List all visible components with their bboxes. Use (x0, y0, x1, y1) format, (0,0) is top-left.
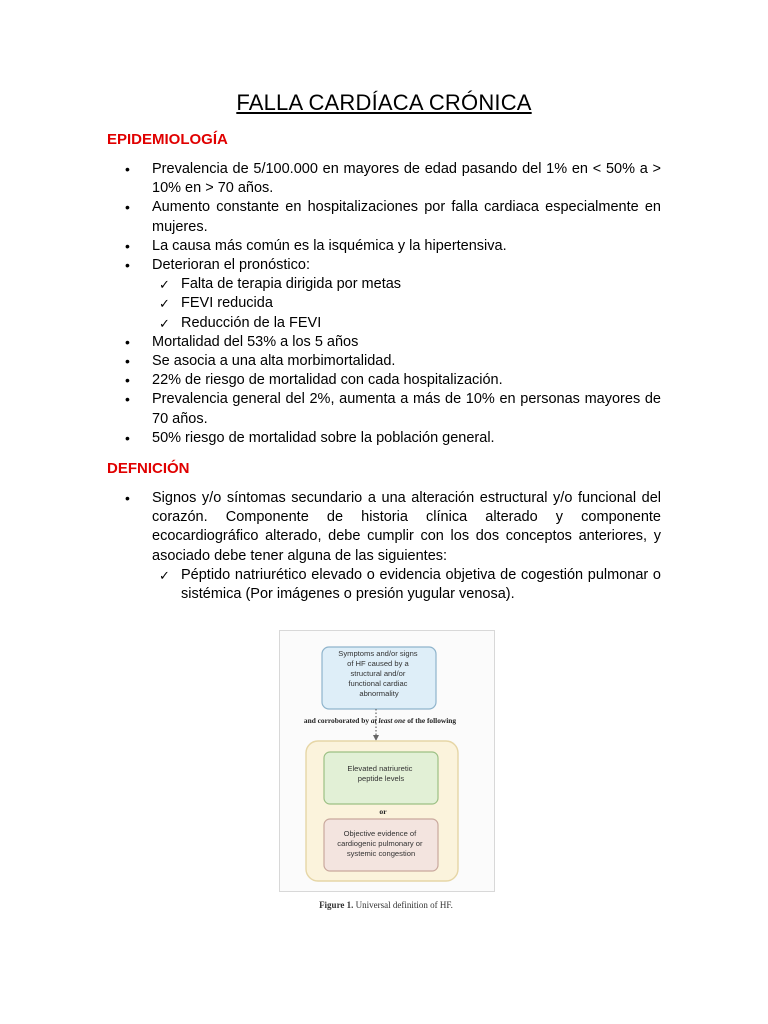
list-item: • 50% riesgo de mortalidad sobre la población general. (107, 429, 661, 448)
figure-caption: Figure 1. Universal definition of HF. (319, 900, 453, 910)
bullet-icon: • (125, 161, 130, 177)
sub-list-item: ✓ Péptido natriurético elevado o evidencia objetiva de cogestión pulmonar o sistémica (Por imágenes o presión yugular venosa). (159, 566, 661, 603)
bullet-icon: • (125, 372, 130, 389)
sub-list-item: ✓ FEVI reducida (107, 294, 661, 313)
symptoms-box-text: Symptoms and/or signs of HF caused by a structural and/or functional cardiac abnormality (338, 649, 418, 698)
natriuretic-box-text: Elevated natriuretic peptide levels (347, 764, 413, 783)
list-item: • Mortalidad del 53% a los 5 años (107, 333, 661, 352)
checkmark-icon: ✓ (159, 315, 170, 331)
checkmark-icon: ✓ (159, 567, 170, 583)
definicion-list (107, 489, 661, 604)
document-title: FALLA CARDÍACA CRÓNICA (236, 90, 532, 115)
bullet-icon: • (125, 391, 130, 408)
bullet-icon: • (125, 353, 130, 370)
flow-diagram (280, 631, 494, 891)
list-item: • Prevalencia general del 2%, aumenta a más de 10% en personas mayores de 70 años. (125, 391, 661, 427)
bullet-icon: • (125, 237, 130, 254)
section-heading-definicion: DEFNICIÓN (107, 460, 190, 477)
bullet-icon: • (125, 490, 130, 506)
list-item: • Se asocia a una alta morbimortalidad. (107, 352, 661, 371)
bullet-icon: • (125, 429, 130, 446)
list-item: • Deterioran el pronóstico: (107, 256, 661, 275)
checkmark-icon: ✓ (159, 296, 170, 312)
or-label: or (379, 807, 387, 816)
bullet-icon: • (125, 199, 130, 216)
section-heading-epidemiologia: EPIDEMIOLOGÍA (107, 131, 228, 148)
list-item: • 22% de riesgo de mortalidad con cada hospitalización. (107, 371, 661, 390)
congestion-box-text: Objective evidence of cardiogenic pulmonary or systemic congestion (337, 829, 423, 858)
bullet-icon: • (125, 333, 130, 350)
epidemiologia-list (107, 160, 661, 448)
arrow-head-icon (373, 735, 379, 741)
checkmark-icon: ✓ (159, 277, 170, 293)
list-item: • La causa más común es la isquémica y la hipertensiva. (107, 237, 661, 256)
list-item: • Prevalencia de 5/100.000 en mayores de edad pasando del 1% en < 50% a > 10% en > 70 años. (125, 161, 661, 197)
sub-list-item: ✓ Reducción de la FEVI (107, 314, 661, 333)
list-item: • Aumento constante en hospitalizaciones por falla cardiaca especialmente en mujeres. (125, 199, 661, 235)
bullet-icon: • (125, 257, 130, 274)
sub-list-item: ✓ Falta de terapia dirigida por metas (107, 275, 661, 294)
list-item: • Signos y/o síntomas secundario a una alteración estructural y/o funcional del corazón. Componente de historia clínica alterado y componente ecocardiográfico alterado, debe cumplir con los dos conceptos anteriores, y asociado debe tener alguna de las siguientes: (125, 490, 661, 564)
connector-text: and corroborated by at least one of the following (303, 716, 457, 725)
hf-definition-figure (279, 630, 495, 892)
